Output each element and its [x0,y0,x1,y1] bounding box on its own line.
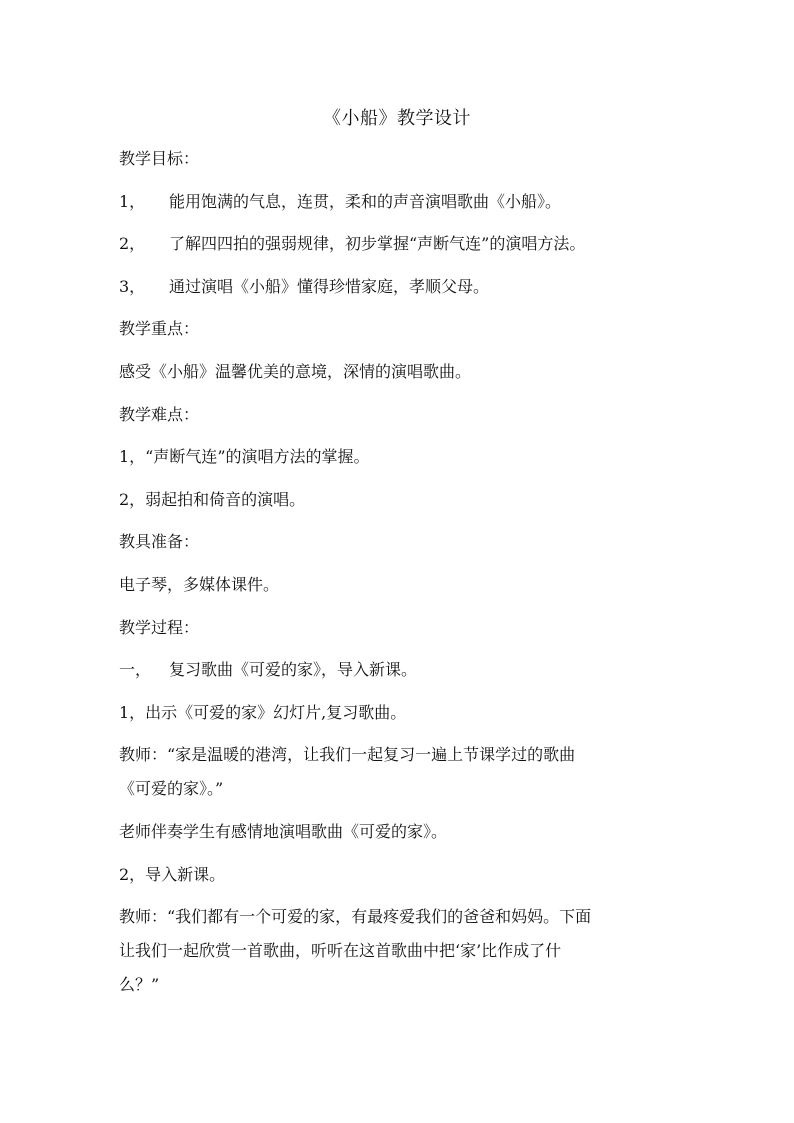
goal-item-1 [119,190,684,214]
tools-heading: 教具准备： [119,532,200,552]
goal-number: 1， [119,191,146,211]
goal-number: 3， [119,276,146,296]
goals-heading: 教学目标： [119,149,200,168]
teacher-quote-2-line-3: 么？” [119,975,160,995]
teacher-quote-2-line-2: 让我们一起欣赏一首歌曲，听听在这首歌曲中把‘家’比作成了什 [119,941,562,961]
teacher-quote-2-line-1: 教师：“我们都有一个可爱的家，有最疼爱我们的爸爸和妈妈。下面 [119,907,592,927]
accompany-text: 老师伴奏学生有感情地演唱歌曲《可爱的家》。 [119,821,448,841]
key-text: 感受《小船》温馨优美的意境，深情的演唱歌曲。 [119,361,472,381]
goal-text: 通过演唱《小船》懂得珍惜家庭，孝顺父母。 [169,276,490,296]
goal-item-3 [119,275,684,299]
teacher-quote-1-line-2: 《可爱的家》。” [119,779,224,799]
goal-number: 2， [119,234,146,254]
goal-text: 能用饱满的气息，连贯，柔和的声音演唱歌曲《小船》。 [169,191,562,211]
difficulty-item-2: 2，弱起拍和倚音的演唱。 [119,489,306,509]
difficulty-item-1: 1，“声断气连”的演唱方法的掌握。 [119,447,370,467]
document-title: 《小船》教学设计 [323,108,471,129]
document-body [119,147,684,1016]
tools-text: 电子琴，多媒体课件。 [119,574,280,594]
key-heading: 教学重点： [119,319,200,339]
difficulty-heading: 教学难点： [119,404,200,424]
goal-text: 了解四四拍的强弱规律，初步掌握“声断气连”的演唱方法。 [169,234,586,254]
step-number: 一， [119,660,152,680]
goal-item-2 [119,232,684,256]
step-text: 复习歌曲《可爱的家》，导入新课。 [169,660,418,680]
process-heading: 教学过程： [119,617,200,637]
process-step-1-2: 2，导入新课。 [119,864,226,884]
teacher-quote-1-line-1: 教师：“家是温暖的港湾，让我们一起复习一遍上节课学过的歌曲 [119,745,576,765]
process-step-1-1: 1，出示《可爱的家》幻灯片,复习歌曲。 [119,702,407,722]
process-step-1 [119,658,684,682]
